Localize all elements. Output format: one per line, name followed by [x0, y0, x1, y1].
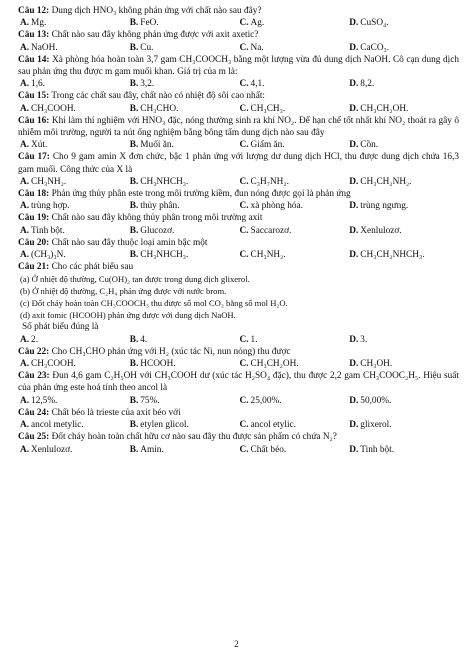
option: A. Tinh bột.: [20, 225, 65, 236]
question-15: Câu 15: Trong các chất sau đây, chất nào có nhiệt độ sôi cao nhất:: [18, 91, 265, 102]
option: B. CH₃NHCH₃.: [129, 250, 189, 261]
option: C. 25,00%.: [239, 395, 282, 406]
option: C. Saccarozơ.: [239, 225, 292, 236]
option: D. CH₃OH.: [349, 359, 393, 370]
option: A. NaOH.: [20, 42, 58, 53]
option: A. 2.: [20, 334, 39, 345]
option: D. CuSO₄.: [349, 18, 389, 29]
options-12: [18, 17, 459, 29]
question-19: Câu 19: Chất nào sau đây không thủy phân trong môi trường axit: [18, 213, 263, 224]
option: A. CH₃COOH.: [20, 103, 76, 114]
option: A. Xenlulozơ.: [20, 444, 73, 455]
question-18: Câu 18: Phản ứng thủy phân este trong môi trường kiềm, đun nóng được gọi là phản ứng: [18, 189, 351, 200]
question-20: Câu 20: Chất nào sau đây thuộc loại amin bậc một: [18, 237, 208, 248]
option: D. Tinh bột.: [349, 444, 395, 455]
statement-b: (b) Ở nhiệt độ thường, C₂H₄ phản ứng được với nước brom.: [20, 286, 227, 297]
option: B. thủy phân.: [129, 201, 180, 212]
options-14: [18, 78, 459, 90]
option: D. CH₃CH₂NH₂.: [349, 176, 412, 187]
options-24: [18, 419, 459, 431]
question-17: Câu 17: Cho 9 gam amin X đơn chức, bậc 1 phản ứng với lượng dư dung dịch HCl, thu được dung dịch chứa 16,3 gam muối. Công thức của X là: [18, 152, 459, 175]
option: B. 4.: [129, 334, 148, 345]
option: C. Ag.: [239, 18, 265, 29]
option: C. ancol etylic.: [239, 420, 296, 431]
option: B. FeO.: [129, 18, 159, 29]
options-18: [18, 200, 459, 212]
question-16: Câu 16: Khi làm thí nghiệm với HNO₃ đặc, nóng thường sinh ra khí NO₂. Để hạn chế tốt nhất khí NO₂ thoát ra gây ô nhiễm môi trường, người ta nút ống nghiệm bằng bông tẩm dung dịch nào sau đây: [18, 115, 460, 139]
option: A. Mg.: [20, 18, 47, 29]
options-17: [18, 176, 459, 188]
option: C. CH₃CH₂OH.: [239, 359, 299, 370]
option: C. xà phòng hóa.: [239, 201, 303, 212]
option: C. CH₃NH₂.: [239, 250, 286, 261]
option: C. Chất béo.: [239, 444, 287, 455]
option: B. Amin.: [129, 444, 164, 455]
statement-c: (c) Đốt cháy hoàn toàn CH₃COOCH₃ thu được số mol CO₂ bằng số mol H₂O.: [20, 298, 288, 309]
option: D. CH₃CH₂OH.: [349, 103, 409, 114]
option: A. trùng hợp.: [20, 201, 70, 212]
option: C. 4,1.: [239, 79, 265, 90]
option: D. Xenlulozơ.: [349, 225, 402, 236]
option: B. 75%.: [129, 395, 160, 406]
option: B. CH₃CHO.: [129, 103, 179, 114]
options-25: [18, 444, 459, 456]
statement-d: (d) axit fomic (HCOOH) phản ứng được với dung dịch NaOH.: [20, 310, 236, 321]
option: D. glixerol.: [349, 420, 392, 431]
option: C. CH₃CH₃.: [239, 103, 286, 114]
options-15: [18, 103, 459, 115]
question-23: Câu 23: Đun 4,6 gam C₂H₅OH với CH₃COOH dư (xúc tác H₂SO₄ đặc), thu được 2,2 gam CH₃COOC₂H₅. Hiệu suất của phản ứng este hoá tính theo ancol là: [18, 371, 460, 394]
options-13: [18, 42, 459, 54]
option: C. Na.: [239, 42, 264, 53]
option: C. Giấm ăn.: [239, 140, 285, 151]
option: B. Glucozơ.: [129, 225, 175, 236]
option: B. CH₃NHCH₃.: [129, 176, 189, 187]
option: C. 1.: [239, 334, 258, 345]
option: B. Cu.: [129, 42, 154, 53]
option: D. 50,00%.: [349, 395, 392, 406]
question-12: Câu 12: Dung dịch HNO₃ không phản ứng với chất nào sau đây?: [18, 6, 262, 16]
option: C. C₃H₇NH₂.: [239, 176, 289, 187]
option: A. CH₃COOH.: [20, 359, 76, 370]
option: B. etylen glicol.: [129, 420, 189, 431]
option: A. ancol metylic.: [20, 420, 84, 431]
question-25: Câu 25: Đốt cháy hoàn toàn chất hữu cơ nào sau đây thu được sản phẩm có chứa N₂?: [18, 432, 337, 443]
option: D. Cồn.: [349, 140, 379, 151]
options-19: [18, 225, 459, 237]
option: A. CH₃NH₂.: [20, 176, 67, 187]
option: D. trùng ngưng.: [349, 201, 409, 212]
page-number: 2: [234, 639, 239, 649]
question-14: Câu 14: Xà phòng hóa hoàn toàn 3,7 gam CH₃COOCH₃ bằng một lượng vừa đủ dung dịch NaOH. Cô cạn dung dịch sau phản ứng thu được m gam muối khan. Giá trị của m là:: [18, 54, 460, 78]
question-24: Câu 24: Chất béo là trieste của axit béo với: [18, 407, 181, 418]
option: B. 3,2.: [129, 79, 155, 90]
count-line: Số phát biểu đúng là: [22, 322, 99, 333]
option: A. (CH₃)₃N.: [20, 250, 66, 261]
option: A. Xút.: [20, 140, 48, 151]
option: B. HCOOH.: [129, 359, 176, 370]
options-23: [18, 395, 459, 407]
statement-a: (a) Ở nhiệt độ thường, Cu(OH)₂ tan được trong dung dịch glixerol.: [20, 274, 250, 285]
option: A. 12,5%.: [20, 395, 58, 406]
options-20: [18, 249, 459, 261]
question-21: Câu 21: Cho các phát biểu sau: [18, 262, 134, 273]
option: D. 8,2.: [349, 79, 375, 90]
option: B. Muối ăn.: [129, 140, 174, 151]
options-22: [18, 358, 459, 370]
option: D. CH₃CH₂NHCH₃.: [349, 250, 425, 261]
options-16: [18, 139, 459, 151]
options-21: [18, 334, 459, 346]
option: D. CaCO₃.: [349, 42, 390, 53]
option: D. 3.: [349, 334, 368, 345]
question-22: Câu 22: Cho CH₃CHO phản ứng với H₂ (xúc tác Ni, nun nóng) thu được: [18, 346, 291, 357]
option: A. 1,6.: [20, 79, 45, 90]
question-13: Câu 13: Chất nào sau đây không phản ứng được với axit axetic?: [18, 30, 259, 41]
